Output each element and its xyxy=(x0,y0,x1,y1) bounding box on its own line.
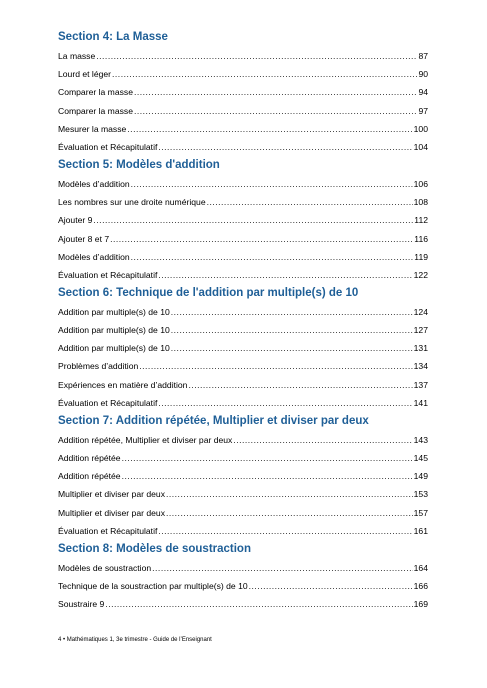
toc-entry-label: Technique de la soustraction par multiple(s) de 10 xyxy=(58,580,248,591)
toc-entry-label: Addition répétée xyxy=(58,471,121,482)
toc-entry[interactable] xyxy=(58,51,428,61)
toc-entry[interactable] xyxy=(58,453,428,463)
toc-entry-label: Soustraire 9 xyxy=(58,599,105,610)
toc-entry-label: Addition par multiple(s) de 10 xyxy=(58,306,170,317)
toc-entry-label: Évaluation et Récapitulatif xyxy=(58,269,158,280)
toc-entry-label: Modèles de soustraction xyxy=(58,562,152,573)
toc-entry-label: Les nombres sur une droite numérique xyxy=(58,197,206,208)
toc-entry-page: 104 xyxy=(413,141,428,152)
toc-entry-label: Ajouter 9 xyxy=(58,215,93,226)
toc-entry-page: 161 xyxy=(413,525,428,536)
toc-entry[interactable] xyxy=(58,489,428,499)
toc-entry[interactable] xyxy=(58,398,428,408)
toc-entry[interactable] xyxy=(58,179,428,189)
toc-entry-page: 153 xyxy=(413,489,428,500)
toc-entry-label: Multiplier et diviser par deux xyxy=(58,507,165,518)
toc-entry[interactable] xyxy=(58,234,428,244)
dot-leader xyxy=(105,599,412,609)
dot-leader xyxy=(131,252,414,262)
dot-leader xyxy=(207,197,413,207)
toc-entry-page: 100 xyxy=(413,123,428,134)
toc-entry-page: 143 xyxy=(413,434,428,445)
toc-entry-label: La masse xyxy=(58,51,96,61)
toc-entry-label: Addition par multiple(s) de 10 xyxy=(58,343,170,354)
dot-leader xyxy=(110,234,413,244)
toc-entry-label: Addition par multiple(s) de 10 xyxy=(58,325,170,336)
toc-list xyxy=(58,179,428,280)
toc-entry[interactable] xyxy=(58,142,428,152)
toc-entry-page: 97 xyxy=(418,105,428,116)
toc-entry-page: 108 xyxy=(413,197,428,208)
toc-entry-page: 112 xyxy=(414,215,428,226)
toc-entry-label: Multiplier et diviser par deux xyxy=(58,489,165,500)
dot-leader xyxy=(188,380,412,390)
dot-leader xyxy=(158,398,412,408)
toc-entry[interactable] xyxy=(58,124,428,134)
toc-entry[interactable] xyxy=(58,325,428,335)
table-of-contents xyxy=(58,30,428,609)
dot-leader xyxy=(158,270,412,280)
dot-leader xyxy=(93,215,413,225)
toc-entry-page: 131 xyxy=(413,343,428,354)
toc-section-5 xyxy=(58,158,428,280)
toc-entry[interactable] xyxy=(58,106,428,116)
section-title: Section 7: Addition répétée, Multiplier et diviser par deux xyxy=(58,414,369,427)
toc-entry-page: 166 xyxy=(413,580,428,591)
toc-entry[interactable] xyxy=(58,69,428,79)
toc-entry[interactable] xyxy=(58,563,428,573)
dot-leader xyxy=(171,325,413,335)
toc-entry-page: 145 xyxy=(413,453,428,463)
toc-entry-page: 137 xyxy=(413,379,428,390)
toc-entry-label: Évaluation et Récapitulatif xyxy=(58,397,158,408)
dot-leader xyxy=(152,563,413,573)
toc-entry[interactable] xyxy=(58,270,428,280)
toc-entry-page: 87 xyxy=(418,51,428,61)
toc-entry-page: 134 xyxy=(413,361,428,372)
toc-entry-label: Ajouter 8 et 7 xyxy=(58,233,110,244)
toc-entry-page: 90 xyxy=(418,69,428,80)
dot-leader xyxy=(134,87,417,97)
toc-section-7 xyxy=(58,414,428,536)
toc-entry-page: 122 xyxy=(413,269,428,280)
toc-entry-page: 157 xyxy=(413,507,428,518)
toc-entry[interactable] xyxy=(58,87,428,97)
toc-entry-page: 149 xyxy=(413,471,428,482)
toc-section-8 xyxy=(58,542,428,609)
toc-entry-page: 119 xyxy=(414,251,428,262)
dot-leader xyxy=(233,435,412,445)
toc-entry-page: 169 xyxy=(413,599,428,610)
dot-leader xyxy=(249,581,413,591)
toc-list xyxy=(58,563,428,609)
toc-section-4 xyxy=(58,30,428,152)
toc-entry[interactable] xyxy=(58,197,428,207)
dot-leader xyxy=(112,69,417,79)
toc-entry[interactable] xyxy=(58,508,428,518)
toc-entry[interactable] xyxy=(58,471,428,481)
toc-entry[interactable] xyxy=(58,215,428,225)
section-title: Section 4: La Masse xyxy=(58,31,168,43)
toc-entry[interactable] xyxy=(58,361,428,371)
dot-leader xyxy=(127,124,412,134)
toc-entry[interactable] xyxy=(58,599,428,609)
toc-list xyxy=(58,435,428,536)
dot-leader xyxy=(131,179,413,189)
toc-entry-label: Évaluation et Récapitulatif xyxy=(58,141,158,152)
toc-entry[interactable] xyxy=(58,307,428,317)
toc-entry-page: 94 xyxy=(418,87,428,98)
section-title: Section 5: Modèles d'addition xyxy=(58,158,220,171)
toc-entry-label: Mesurer la masse xyxy=(58,123,127,134)
page-footer: 4 • Mathématiques 1, 3e trimestre - Guide de l’Enseignant xyxy=(58,637,212,643)
dot-leader xyxy=(171,343,413,353)
dot-leader xyxy=(158,526,412,536)
toc-section-6 xyxy=(58,286,428,408)
toc-entry-label: Modèles d’addition xyxy=(58,178,130,189)
toc-entry-label: Évaluation et Récapitulatif xyxy=(58,525,158,536)
toc-entry[interactable] xyxy=(58,343,428,353)
toc-entry[interactable] xyxy=(58,526,428,536)
toc-list xyxy=(58,307,428,408)
toc-entry[interactable] xyxy=(58,380,428,390)
toc-entry-label: Lourd et léger xyxy=(58,69,112,80)
dot-leader xyxy=(158,142,412,152)
toc-entry-label: Comparer la masse xyxy=(58,87,133,98)
toc-entry-label: Addition répétée, Multiplier et diviser par deux xyxy=(58,434,233,445)
dot-leader xyxy=(166,489,413,499)
toc-list xyxy=(58,51,428,152)
toc-entry-label: Comparer la masse xyxy=(58,105,133,116)
toc-entry-label: Expériences en matière d’addition xyxy=(58,379,188,390)
dot-leader xyxy=(134,106,417,116)
dot-leader xyxy=(166,508,413,518)
dot-leader xyxy=(122,471,413,481)
toc-entry-page: 106 xyxy=(413,178,428,189)
toc-entry-label: Modèles d’addition xyxy=(58,251,130,262)
toc-entry[interactable] xyxy=(58,252,428,262)
dot-leader xyxy=(122,453,413,463)
toc-entry-label: Addition répétée xyxy=(58,453,121,463)
toc-entry-label: Problèmes d’addition xyxy=(58,361,139,372)
toc-entry-page: 124 xyxy=(413,306,428,317)
toc-entry-page: 141 xyxy=(413,397,428,408)
toc-entry-page: 164 xyxy=(413,562,428,573)
dot-leader xyxy=(139,361,412,371)
section-title: Section 8: Modèles de soustraction xyxy=(58,542,251,555)
toc-entry-page: 116 xyxy=(414,233,428,244)
section-title: Section 6: Technique de l'addition par multiple(s) de 10 xyxy=(58,286,359,299)
toc-entry-page: 127 xyxy=(413,325,428,336)
dot-leader xyxy=(171,307,413,317)
dot-leader xyxy=(96,51,417,61)
toc-entry[interactable] xyxy=(58,435,428,445)
toc-entry[interactable] xyxy=(58,581,428,591)
